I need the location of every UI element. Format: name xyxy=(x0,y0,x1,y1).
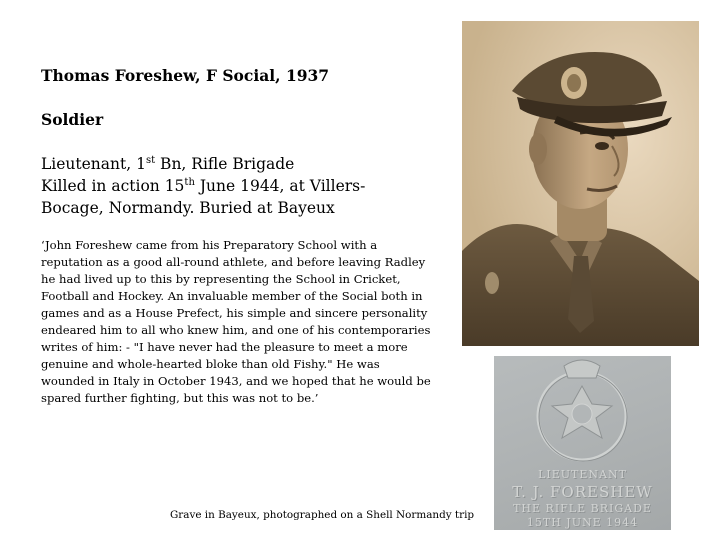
gravestone-date: 15TH JUNE 1944 xyxy=(526,516,639,529)
rank-prefix: Lieutenant, 1 xyxy=(41,155,146,173)
killed-ordinal: th xyxy=(184,176,195,188)
portrait-illustration xyxy=(462,21,699,346)
obituary-quote: ‘John Foreshew came from his Preparatory School with a reputation as a good all-round athlete, and before leaving Radley he had lived up to this by representing the School in Cricket, Football and Hockey. An invaluable member of the Social both in games and as a House Prefect, his simple and sincere personality endeared him to all who knew him, and one of his contemporaries writes of him: - "I have never had the pleasure to meet a more genuine and whole-hearted bloke than old Fishy." He was wounded in Italy in October 1943, and we hoped that he would be spared further fighting, but this was not to be.’ xyxy=(41,238,431,405)
gravestone-rank: LIEUTENANT xyxy=(538,468,627,481)
page-title: Thomas Foreshew, F Social, 1937 xyxy=(41,66,330,85)
gravestone-photo xyxy=(494,356,671,530)
portrait-photo xyxy=(462,21,699,346)
killed-suffix: June 1944, at Villers-Bocage, Normandy. Buried at Bayeux xyxy=(41,177,366,217)
occupation-heading: Soldier xyxy=(41,110,104,129)
photo-caption: Grave in Bayeux, photographed on a Shell Normandy trip xyxy=(170,509,475,521)
service-details xyxy=(41,153,421,219)
killed-prefix: Killed in action 15 xyxy=(41,177,185,195)
gravestone-regiment: THE RIFLE BRIGADE xyxy=(513,502,652,515)
rank-suffix: Bn, Rifle Brigade xyxy=(155,155,295,173)
gravestone-name: T. J. FORESHEW xyxy=(512,483,653,501)
rank-ordinal: st xyxy=(145,154,156,166)
